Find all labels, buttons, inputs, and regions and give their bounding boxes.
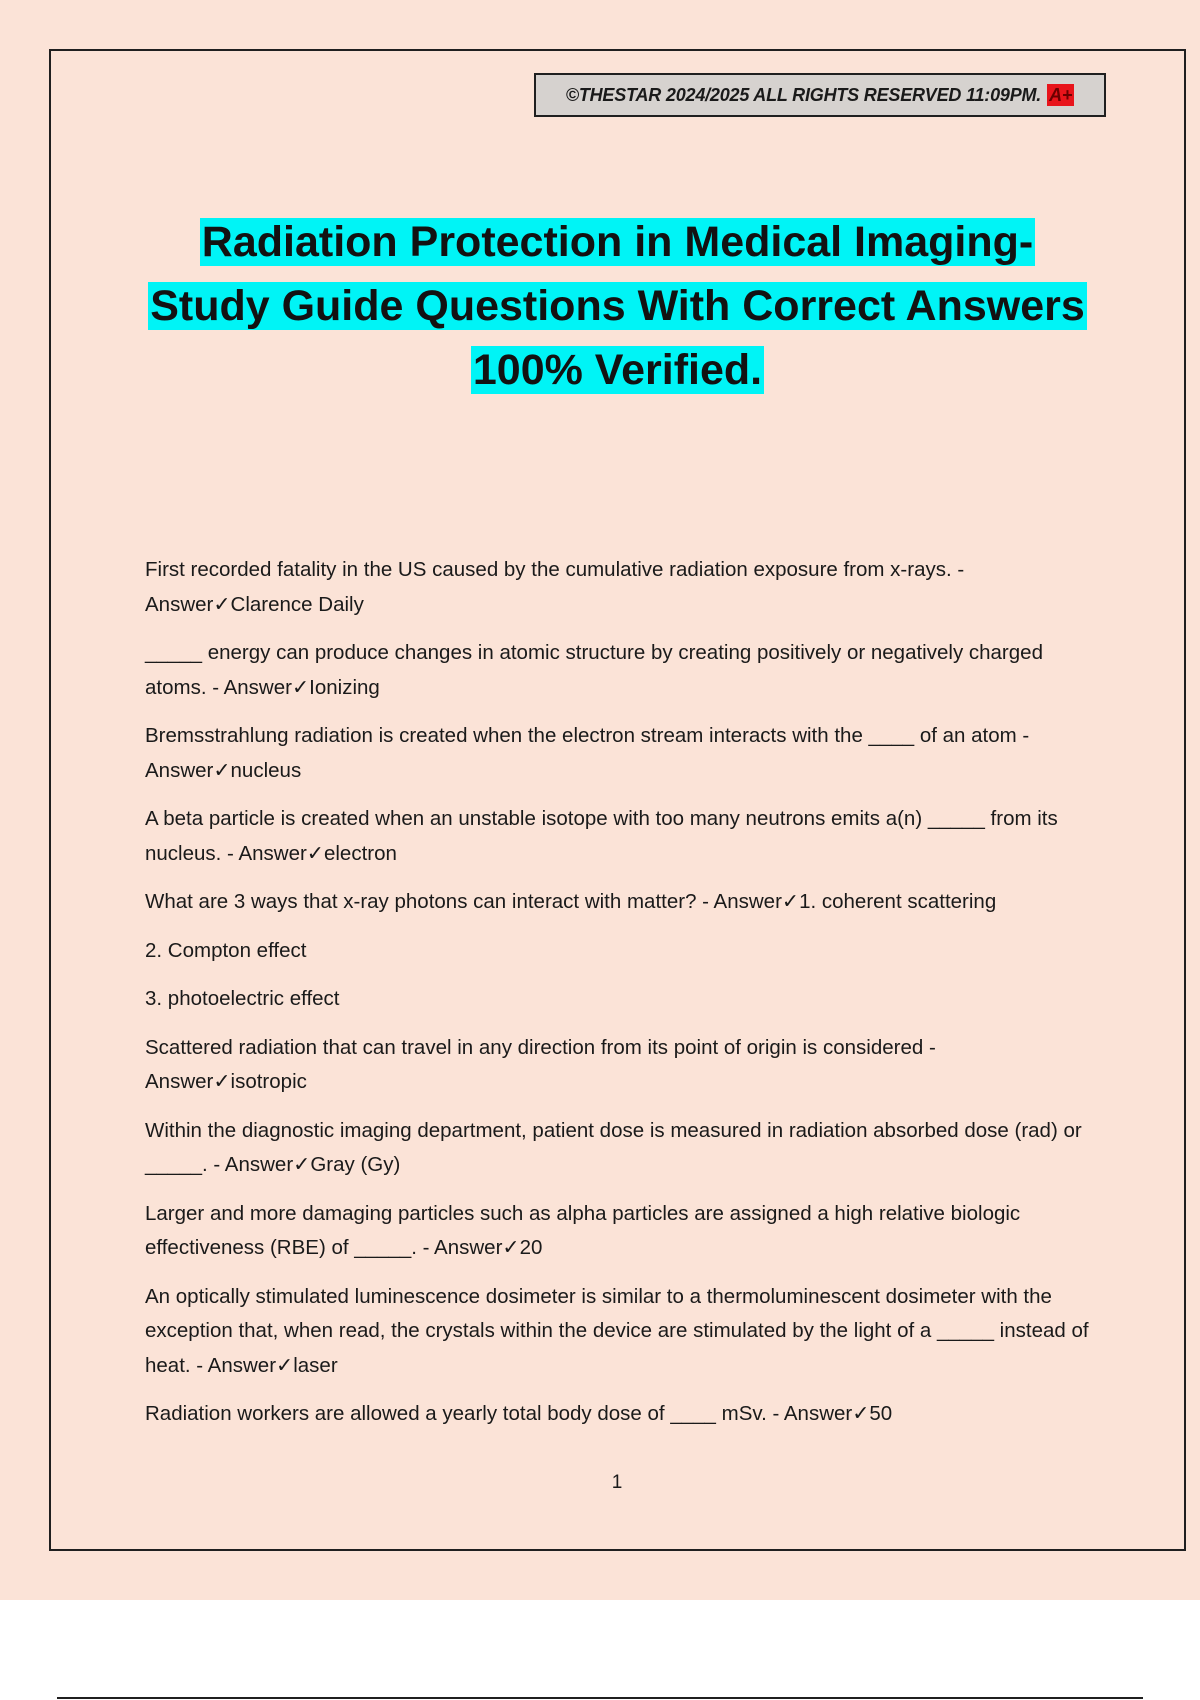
qa-item: What are 3 ways that x-ray photons can interact with matter? - Answer✓1. coherent scattering — [145, 890, 997, 913]
grade-badge: A+ — [1049, 85, 1073, 105]
title-line-3: 100% Verified. — [472, 346, 763, 394]
qa-item: First recorded fatality in the US caused by the cumulative radiation exposure from x-rays. - Answer✓Clarence Daily — [145, 558, 965, 616]
qa-item: Scattered radiation that can travel in any direction from its point of origin is considered - Answer✓isotropic — [145, 1035, 936, 1093]
qa-item: Within the diagnostic imaging department, patient dose is measured in radiation absorbed dose (rad) or _____. - Answer✓Gray (Gy) — [145, 1118, 1082, 1176]
qa-item: Larger and more damaging particles such as alpha particles are assigned a high relative biologic effectiveness (RBE) of _____. - Answer✓20 — [145, 1201, 1021, 1259]
copyright-banner — [534, 73, 1106, 117]
qa-item: 2. Compton effect — [145, 938, 307, 962]
qa-item: Bremsstrahlung radiation is created when the electron stream interacts with the ____ of an atom - Answer✓nucleus — [145, 724, 1030, 782]
footer-divider — [57, 1697, 1143, 1699]
document-title — [60, 210, 1175, 402]
qa-item: _____ energy can produce changes in atomic structure by creating positively or negatively charged atoms. - Answer✓Ionizing — [145, 641, 1043, 699]
copyright-text: ©THESTAR 2024/2025 ALL RIGHTS RESERVED 11:09PM. — [565, 84, 1042, 105]
question-answer-list — [145, 553, 1095, 1446]
qa-item: Radiation workers are allowed a yearly total body dose of ____ mSv. - Answer✓50 — [145, 1402, 893, 1425]
title-line-1: Radiation Protection in Medical Imaging- — [201, 218, 1034, 266]
qa-item: An optically stimulated luminescence dosimeter is similar to a thermoluminescent dosimeter with the exception that, when read, the crystals within the device are stimulated by the light of a _____ instead of heat. - Answer✓laser — [145, 1284, 1089, 1377]
page-number: 1 — [611, 1472, 623, 1493]
qa-item: 3. photoelectric effect — [145, 987, 340, 1010]
qa-item: A beta particle is created when an unstable isotope with too many neutrons emits a(n) _____ from its nucleus. - Answer✓electron — [145, 807, 1058, 865]
title-line-2: Study Guide Questions With Correct Answers — [150, 282, 1085, 330]
